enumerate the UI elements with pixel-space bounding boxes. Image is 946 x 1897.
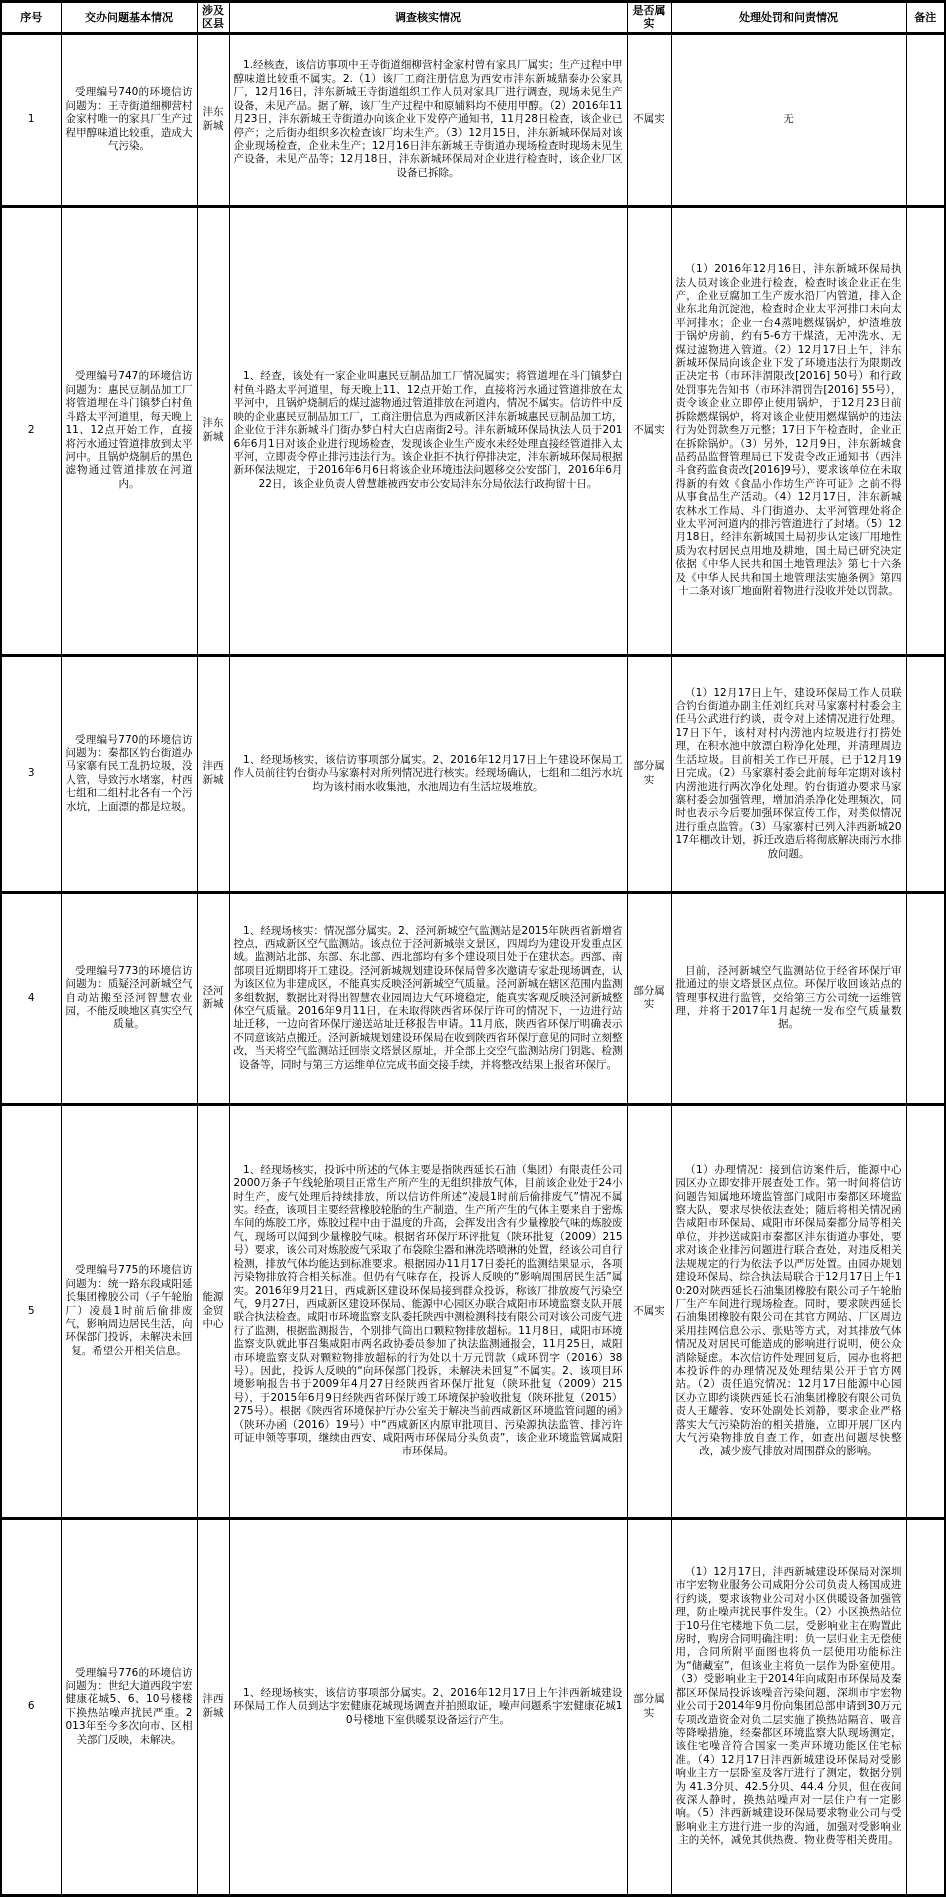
verified-cell: 不属实 [627, 1104, 671, 1518]
problem-cell: 受理编号775的环境信访问题为：统一路东段咸阳延长集团橡胶公司（子午轮胎厂）凌晨1时前后偷排废气，影响周边居民生活，向环保部门投诉，未解决未回复。希望公开相关信息。 [61, 1104, 197, 1518]
table-row [1, 1104, 945, 1518]
header-district: 涉及区县 [197, 2, 229, 34]
action-cell: （1）2016年12月16日，沣东新城环保局执法人员对该企业进行检查，检查时该企业正在生产，企业豆腐加工生产废水沿厂内管道，排入企业东北角沉淀池，检查时企业太平河排口未向太平河排水；企业一台4蒸吨燃煤锅炉，炉渣堆放于锅炉房前，约有5-6方干煤渣，无冲洗水、无煤过滤物进入管道。（2）12月17日上午，沣东新城环保局向该企业下发了环境违法行为限期改正决定书（市环沣渭限改[2016] 50号）和行政处罚事先告知书（市环沣渭罚告[2016] 55号），责令该企业立即停止使用锅炉，于12月23日前拆除燃煤锅炉，将对该企业使用燃煤锅炉的违法行为处罚款叁万元整；17日下午检查时，企业正在拆除锅炉。（3）另外，12月9日，沣东新城食品药品监督管理局已下发责令改正通知书（西沣斗食药监食责改[2016]9号），要求该单位在未取得新的有效《食品小作坊生产许可证》之前不得从事食品生产活动。（4）12月17日，沣东新城农林水工作局、斗门街道办、太平河管理处将企业太平河河道内的排污管道进行了封堵。（5）12月18日，经沣东新城国土局初步认定该厂用地性质为农村居民点用地及耕地，国土局已研究决定依据《中华人民共和国土地管理法》第七十六条及《中华人民共和国土地管理法实施条例》第四十二条对该厂地面附着物进行没收并处以罚款。 [671, 206, 906, 655]
investigation-cell: 1.经核查，该信访事项中王寺街道细柳营村金家村曾有家具厂属实；生产过程中甲醇味道比较重不属实。2.（1）该厂工商注册信息为西安市沣东新城鼎泰办公家具厂，12月16日，沣东新城王寺街道组织工作人员对家具厂进行调查，现场未见生产设备，未见产品。据了解，该厂生产过程中和原辅料均不使用甲醇。（2）2016年11月23日，沣东新城王寺街道办向该企业下发停产通知书，11月28日检查，该企业已停产；之后街办组织多次检查该厂均未生产。（3）12月15日，沣东新城环保局对该企业现场检查，企业未生产；12月16日沣东新城王寺街道办现场检查时现场未见生产设备，未见产品等；12月18日，沣东新城环保局对企业进行检查时，该企业厂区设备已拆除。 [229, 33, 627, 206]
note-cell [906, 1518, 945, 1895]
problem-cell: 受理编号773的环境信访问题为：质疑泾河新城空气自动站搬至泾河智慧农业园，不能反映地区真实空气质量。 [61, 892, 197, 1104]
header-verified: 是否属实 [627, 2, 671, 34]
action-cell: （1）办理情况：接到信访案件后，能源中心园区办立即安排开展查处工作。第一时间将信访问题告知属地环境监管部门咸阳市秦都区环境监察大队，要求尽快依法查处；随后将相关情况函告咸阳市环保局、咸阳市环保局秦都分局等相关单位，并抄送咸阳市秦都区沣东街道办事处，要求对该企业排污问题进行联合查处，对违反相关法规规定的行为依法予以严厉处置。由园办规划建设环保局、综合执法局联合于12月17日上午10:20对陕西延长石油集团橡胶有限公司子午轮胎厂生产车间进行现场检查。同时，要求陕西延长石油集团橡胶有限公司在其官方网站、厂区周边采用挂网信息公示、张贴等方式，对其排放气体情况及对居民可能造成的影响进行说明，使公众消除疑虑。本次信访件处理回复后，园办也将把本投诉件的办理情况及处理结果公开于官方网站。（2）责任追究情况：12月17日能源中心园区办立即约谈陕西延长石油集团橡胶有限公司负责人王耀蓉、安环处副处长刘静，要求企业严格落实大气污染防治的相关措施，立即开展厂区内大气污染物排放自查工作，如查出问题尽快整改，减少废气排放对周围群众的影响。 [671, 1104, 906, 1518]
table-header-row [1, 2, 945, 34]
district-cell: 沣西新城 [197, 655, 229, 892]
seq-cell: 1 [1, 33, 61, 206]
verified-cell: 不属实 [627, 33, 671, 206]
table-row [1, 33, 945, 206]
investigation-cell: 1、经现场核实，该信访事项部分属实。2、2016年12月17日上午沣西新城建设环保局工作人员到达宇宏健康花城现场调查并拍照取证，噪声问题系宇宏健康花城10号楼地下室供暖泵设备运行产生。 [229, 1518, 627, 1895]
problem-cell: 受理编号740的环境信访问题为：王寺街道细柳营村金家村唯一的家具厂生产过程甲醇味道比较重，造成大气污染。 [61, 33, 197, 206]
district-cell: 沣东新城 [197, 206, 229, 655]
district-cell: 泾河新城 [197, 892, 229, 1104]
table-row [1, 1518, 945, 1895]
district-cell: 能源金贸中心 [197, 1104, 229, 1518]
verified-cell: 不属实 [627, 206, 671, 655]
note-cell [906, 655, 945, 892]
verified-cell: 部分属实 [627, 655, 671, 892]
action-cell: 目前，泾河新城空气监测站位于经省环保厅审批通过的崇文塔景区点位。环保厅收回该站点的管理事权进行监管，交给第三方公司统一运维管理，并将于2017年1月起统一发布空气质量数据。 [671, 892, 906, 1104]
seq-cell: 6 [1, 1518, 61, 1895]
investigation-cell: 1、经现场核实，投诉中所述的气体主要是指陕西延长石油（集团）有限责任公司2000万条子午线轮胎项目正常生产所产生的无组织排放气体，目前该企业处于24小时生产，废气处理后持续排放，所以信访件所述“凌晨1时前后偷排废气”情况不属实。经查，该项目主要经营橡胶轮胎的生产制造，生产所产生的气体主要来自于密炼车间的炼胶工序，炼胶过程中由于温度的升高，会挥发出含有少量橡胶气味的炼胶废气，现场可以闻到少量橡胶气味。根据省环保厅环评批复（陕环批复（2009）215号）要求，该公司对炼胶废气采取了布袋除尘器和淋洗塔喷淋的处置，经该公司自行检测，排放气体均能达到标准要求。根据园办11月17日委托的监测结果显示，各项污染物排放符合相关标准。但仍有气味存在，投诉人反映的“影响周围居民生活”属实。2016年9月21日，西咸新区建设环保局接到群众投诉，称该厂排放废气污染空气，9月27日，西咸新区建设环保局、能源中心园区办联合咸阳市环境监察支队开展联合执法检查。咸阳市环境监察支队委托陕西中测检测科技有限公司对该公司废气进行了监测，根据监测报告，个别排气筒出口颗粒物排放超标。11月8日，咸阳市环境监察支队就此事召集咸阳市两名政协委员参加了执法监测通报会，11月25日，咸阳市环境监察支队对颗粒物排放超标的行为处以十万元罚款（咸环罚字（2016）38号）。因此，投诉人反映的“向环保部门投诉，未解决未回复”不属实。2、该项目环境影响报告书于2009年4月27日经陕西省环保厅批复（陕环批复（2009）215号），于2015年6月9日经陕西省环保厅竣工环境保护验收批复（陕环批复（2015）275号）。根据《陕西省环境保护厅办公室关于解决当前西咸新区环境监管问题的函》（陕环办函（2016）19号）中“西咸新区内原审批项目、污染源执法监管、排污许可证申领等事项，继续由西安、咸阳两市环保局分头负责”，该企业环境监管属咸阳市环保局。 [229, 1104, 627, 1518]
header-note: 备注 [906, 2, 945, 34]
note-cell [906, 892, 945, 1104]
header-action: 处理处罚和问责情况 [671, 2, 906, 34]
action-cell: （1）12月17日上午，建设环保局工作人员联合钓台街道办副主任刘红兵对马家寨村村委会主任马公武进行约谈，责令对上述情况进行处理。17日下午，该村对村内涝池内垃圾进行打捞处理，在积水池中放漂白粉净化处理，并清理周边生活垃圾。目前相关工作已开展，已于12月19日完成。（2）马家寨村委会此前每年定期对该村内涝池进行两次净化处理。钓台街道办要求马家寨村委会加强管理，增加消杀净化处理频次，同时也表示今后要加强环保宣传工作，对类似情况进行重点监管。（3）马家寨村已列入沣西新城2017年棚改计划，拆迁改造后将彻底解决雨污水排放问题。 [671, 655, 906, 892]
problem-cell: 受理编号770的环境信访问题为：秦都区钓台街道办马家寨有民工乱扔垃圾，没人管，导致污水堵塞，村西七组和二组村北各有一个污水坑，上面漂的都是垃圾。 [61, 655, 197, 892]
verified-cell: 部分属实 [627, 892, 671, 1104]
district-cell: 沣东新城 [197, 33, 229, 206]
header-investigation: 调查核实情况 [229, 2, 627, 34]
note-cell [906, 33, 945, 206]
seq-cell: 2 [1, 206, 61, 655]
problem-cell: 受理编号747的环境信访问题为：惠民豆制品加工厂将管道埋在斗门镇梦白村鱼斗路太平河道里，每天晚上11、12点开始工作，直接将污水通过管道排放到太平河中。且锅炉烧制后的黑色滤物通过管道排放在河道内。 [61, 206, 197, 655]
note-cell [906, 1104, 945, 1518]
table-row [1, 655, 945, 892]
table-row [1, 206, 945, 655]
verified-cell: 部分属实 [627, 1518, 671, 1895]
action-cell: （1）12月17日，沣西新城建设环保局对深圳市宇宏物业服务公司咸阳分公司负责人杨国成进行约谈，要求该物业公司对小区供暖设备加强管理，防止噪声扰民事件发生。（2）小区换热站位于10号住宅楼地下负二层，受影响业主在购置此房时，购房合同明确注明：负一层归业主无偿使用，合同所附平面图也将负一层使用功能标注为“储藏室”，但该业主将负一层作为卧室使用。（3）受影响业主于2014年向咸阳市环保局及秦都区环保局投诉该噪音污染问题，深圳市宇宏物业公司于2014年9月份向集团总部申请到30万元专项改造资金对负二层实施了换热站隔音、吸音等降噪措施，经秦都区环境监察大队现场测定，该住宅噪音符合国家一类声环境功能区住宅标准。（4）12月17日沣西新城建设环保局对受影响业主方一层卧室及客厅进行了测定，数据分别为 41.3分贝、42.5分贝、44.4 分贝，但在夜间夜深人静时，换热站噪声对一层住户有一定影响。（5）沣西新城建设环保局要求物业公司与受影响业主方进行进一步的沟通，加强对受影响业主的关怀，减免其供热费、物业费等相关费用。 [671, 1518, 906, 1895]
district-cell: 沣西新城 [197, 1518, 229, 1895]
problem-cell: 受理编号776的环境信访问题为：世纪大道西段宇宏健康花城5、6、10号楼楼下换热站噪声扰民严重。2013年至今多次向市、区相关部门反映，未解决。 [61, 1518, 197, 1895]
header-problem: 交办问题基本情况 [61, 2, 197, 34]
table-row [1, 892, 945, 1104]
note-cell [906, 206, 945, 655]
header-seq: 序号 [1, 2, 61, 34]
seq-cell: 4 [1, 892, 61, 1104]
seq-cell: 3 [1, 655, 61, 892]
seq-cell: 5 [1, 1104, 61, 1518]
investigation-cell: 1、经现场核实：情况部分属实。2、泾河新城空气监测站是2015年陕西省新增省控点，西咸新区空气监测站。该点位于泾河新城崇文景区，四周均为建设开发重点区域。监测站北部、东部、东北部、西北部均有多个建设项目处于在建状态。西部、南部项目近期即将开工建设。泾河新城规划建设环保局曾多次邀请专家赴现场调查，认为该区位为非建成区，不能真实反映泾河新城空气质量。泾河新城在辖区范围内监测多组数据，数据比对得出智慧农业园周边大气环境稳定，能真实客观反映泾河新城整体空气质量。2016年9月11日，在未取得陕西省环保厅许可的情况下，一边进行站址迁移，一边向省环保厅递送站址迁移报告申请。11月底，陕西省环保厅明确表示不同意该站点搬迁。泾河新城规划建设环保局在收到陕西省环保厅意见的同时立刻整改，当天将空气监测站迁回崇文塔景区原址，并全部上交空气监测站房门钥匙、检测设备等，同时与第三方运维单位完成书面交接手续，并将整改结果上报省环保厅。 [229, 892, 627, 1104]
investigation-cell: 1、经现场核实，该信访事项部分属实。2、2016年12月17日上午建设环保局工作人员前往钓台街办马家寨村对所列情况进行核实。经现场确认，七组和二组污水坑均为该村雨水收集池，水池周边有生活垃圾堆放。 [229, 655, 627, 892]
investigation-cell: 1、经查，该处有一家企业叫惠民豆制品加工厂情况属实；将管道埋在斗门镇梦白村鱼斗路太平河道里，每天晚上11、12点开始工作，直接将污水通过管道排放在太平河中，且锅炉烧制后的煤过滤物通过管道排放在河道内，情况不属实。信访件中反映的企业惠民豆制品加工厂，工商注册信息为西咸新区沣东新城惠民豆制品加工坊，企业位于沣东新城斗门街办梦白村大白店南街2号。沣东新城环保局执法人员于2016年6月1日对该企业进行现场检查，发现该企业生产废水未经处理直接经管道排入太平河，立即责令停止排污违法行为。该企业拒不执行停排决定，沣东新城环保局根据新环保法规定，于2016年6月6日将该企业环境违法问题移交公安部门，2016年6月22日，该企业负责人曾慧雄被西安市公安局沣东分局依法行政拘留十日。 [229, 206, 627, 655]
action-cell: 无 [671, 33, 906, 206]
